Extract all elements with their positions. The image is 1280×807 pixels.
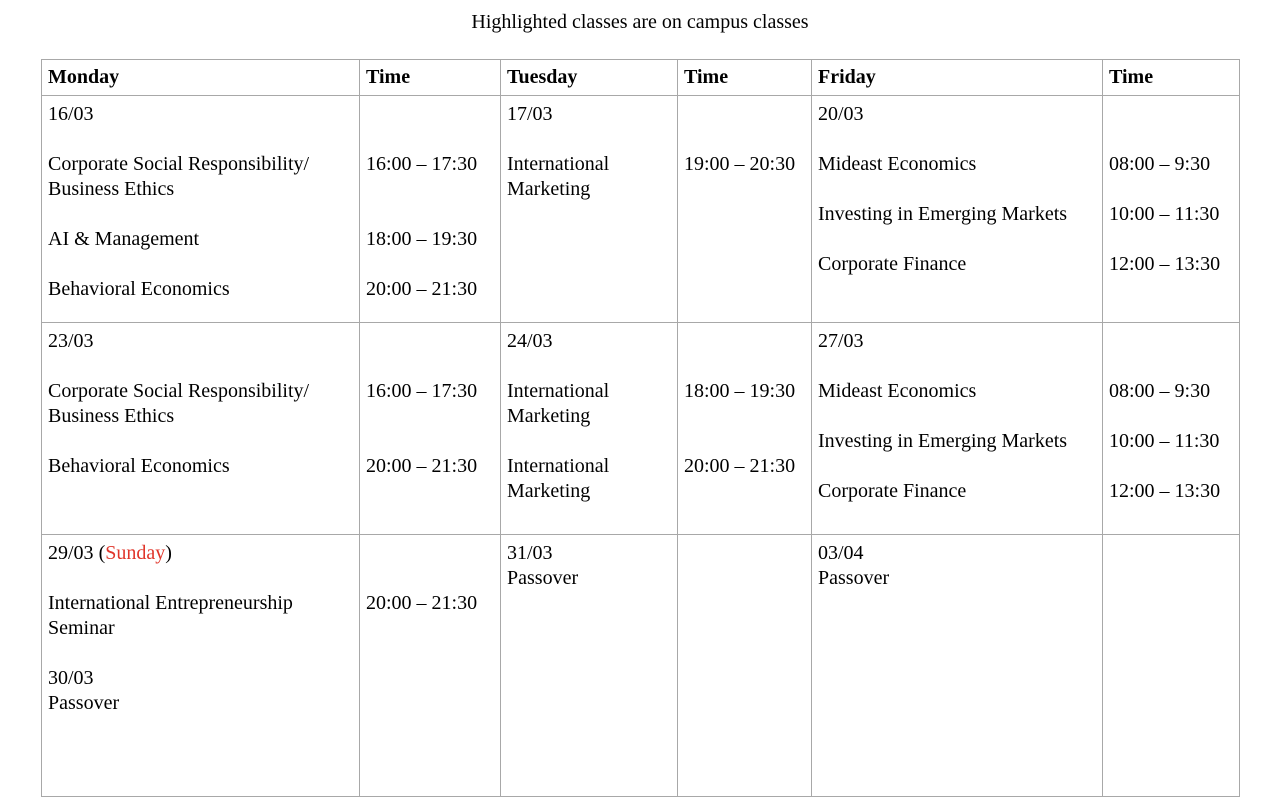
class-name: International Marketing	[507, 380, 610, 427]
class-name: Corporate Finance	[818, 480, 967, 502]
tuesday-cell	[501, 96, 678, 323]
tuesday-time-cell	[678, 535, 812, 797]
class-name: Corporate Finance	[818, 253, 967, 275]
header-monday: Monday	[42, 60, 360, 96]
class-time: 12:00 – 13:30	[1109, 253, 1221, 275]
class-name: Investing in Emerging Markets	[818, 203, 1068, 225]
class-name: Corporate Social Responsibility/ Business Ethics	[48, 153, 310, 200]
schedule-table	[41, 59, 1240, 797]
class-time: 20:00 – 21:30	[366, 592, 478, 614]
class-time: 16:00 – 17:30	[366, 153, 478, 175]
header-friday: Friday	[812, 60, 1103, 96]
tuesday-time-cell	[678, 323, 812, 535]
class-time: 18:00 – 19:30	[684, 380, 796, 402]
header-tuesday: Tuesday	[501, 60, 678, 96]
header-tuesday-time: Time	[678, 60, 812, 96]
date-label: 20/03	[818, 103, 864, 125]
date-label: 30/03	[48, 667, 94, 689]
monday-cell	[42, 535, 360, 797]
date-label: 03/04	[818, 542, 864, 564]
holiday-note: Passover	[818, 567, 890, 589]
tuesday-time-cell	[678, 96, 812, 323]
class-name: Behavioral Economics	[48, 455, 230, 477]
holiday-note: Passover	[507, 567, 579, 589]
class-time: 16:00 – 17:30	[366, 380, 478, 402]
class-name: Corporate Social Responsibility/ Business Ethics	[48, 380, 310, 427]
schedule-title: Highlighted classes are on campus classes	[471, 11, 809, 33]
date-value: 29/03	[48, 542, 94, 564]
class-time: 20:00 – 21:30	[684, 455, 796, 477]
class-time: 12:00 – 13:30	[1109, 480, 1221, 502]
monday-time-cell	[360, 323, 501, 535]
friday-cell	[812, 323, 1103, 535]
class-time: 10:00 – 11:30	[1109, 203, 1220, 225]
class-time: 18:00 – 19:30	[366, 228, 478, 250]
date-label: 27/03	[818, 330, 864, 352]
class-name: International Entrepreneurship Seminar	[48, 592, 293, 639]
friday-time-cell	[1103, 96, 1240, 323]
date-label	[48, 541, 353, 566]
class-name: International Marketing	[507, 455, 610, 502]
date-label: 23/03	[48, 330, 94, 352]
class-name: Mideast Economics	[818, 380, 977, 402]
friday-time-cell	[1103, 535, 1240, 797]
tuesday-cell	[501, 535, 678, 797]
date-label: 17/03	[507, 103, 553, 125]
class-time: 08:00 – 9:30	[1109, 380, 1211, 402]
date-label: 16/03	[48, 103, 94, 125]
class-name: Behavioral Economics	[48, 278, 230, 300]
day-note: Sunday	[105, 542, 166, 564]
friday-cell	[812, 96, 1103, 323]
tuesday-cell	[501, 323, 678, 535]
header-friday-time: Time	[1103, 60, 1240, 96]
monday-cell	[42, 323, 360, 535]
paren-close: )	[165, 542, 172, 564]
monday-time-cell	[360, 96, 501, 323]
class-name: Mideast Economics	[818, 153, 977, 175]
header-row	[42, 60, 1240, 96]
week-row	[42, 535, 1240, 797]
class-time: 10:00 – 11:30	[1109, 430, 1220, 452]
class-time: 19:00 – 20:30	[684, 153, 796, 175]
class-name: AI & Management	[48, 228, 200, 250]
monday-time-cell	[360, 535, 501, 797]
week-row	[42, 96, 1240, 323]
paren-open: (	[98, 542, 106, 564]
monday-cell	[42, 96, 360, 323]
friday-time-cell	[1103, 323, 1240, 535]
class-name: International Marketing	[507, 153, 610, 200]
class-time: 08:00 – 9:30	[1109, 153, 1211, 175]
class-time: 20:00 – 21:30	[366, 455, 478, 477]
date-label: 24/03	[507, 330, 553, 352]
header-monday-time: Time	[360, 60, 501, 96]
class-time: 20:00 – 21:30	[366, 278, 478, 300]
class-name: Investing in Emerging Markets	[818, 430, 1068, 452]
friday-cell	[812, 535, 1103, 797]
date-label: 31/03	[507, 542, 553, 564]
week-row	[42, 323, 1240, 535]
holiday-note: Passover	[48, 692, 120, 714]
